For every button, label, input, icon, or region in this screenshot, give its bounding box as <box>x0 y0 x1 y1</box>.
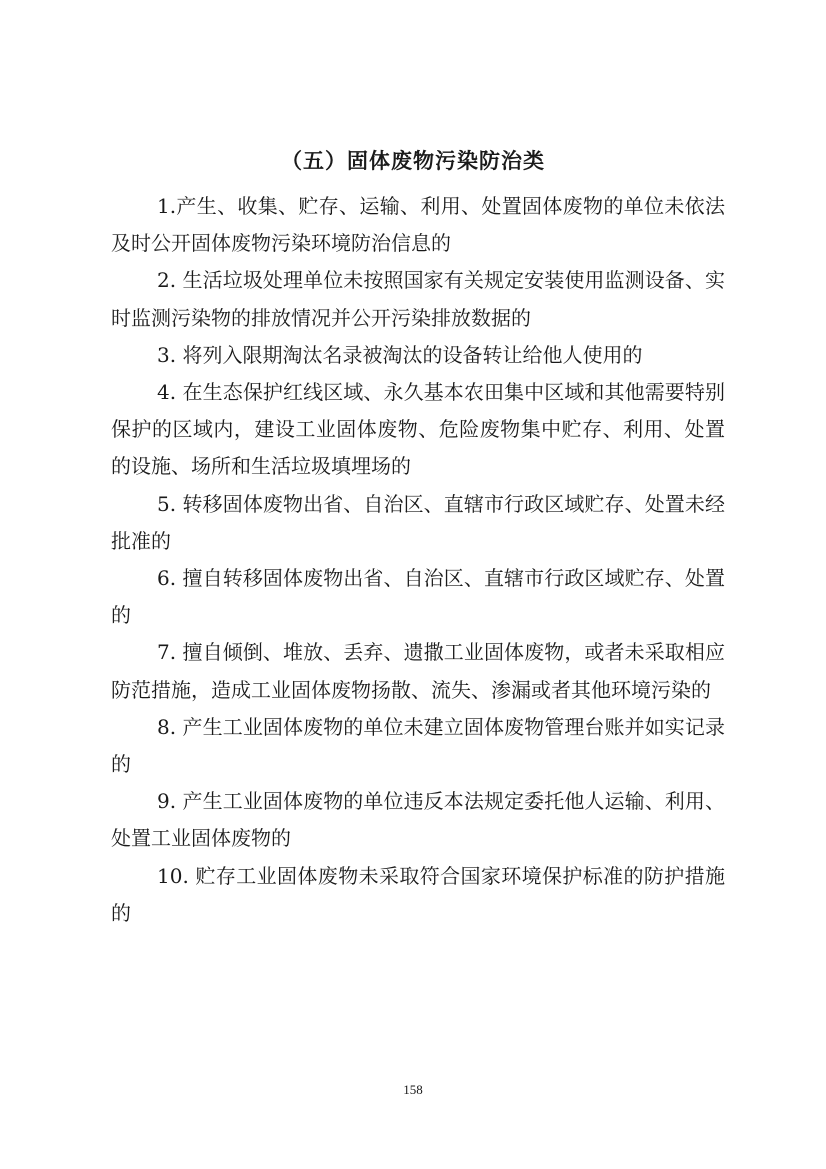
list-item: 10. 贮存工业固体废物未采取符合国家环境保护标准的防护措施的 <box>111 863 725 925</box>
list-item: 8. 产生工业固体废物的单位未建立固体废物管理台账并如实记录的 <box>111 714 725 777</box>
list-item: 1.产生、收集、贮存、运输、利用、处置固体废物的单位未依法及时公开固体废物污染环境防治信息的 <box>111 194 725 256</box>
list-item: 7. 擅自倾倒、堆放、丢弃、遗撒工业固体废物，或者未采取相应防范措施，造成工业固体废物扬散、流失、渗漏或者其他环境污染的 <box>111 640 725 702</box>
list-item: 6. 擅自转移固体废物出省、自治区、直辖市行政区域贮存、处置的 <box>111 566 725 628</box>
list-item: 9. 产生工业固体废物的单位违反本法规定委托他人运输、利用、处置工业固体废物的 <box>111 789 725 851</box>
list-item: 4. 在生态保护红线区域、永久基本农田集中区域和其他需要特别保护的区域内，建设工业固体废物、危险废物集中贮存、利用、处置的设施、场所和生活垃圾填埋场的 <box>111 380 725 479</box>
list-item: 5. 转移固体废物出省、自治区、直辖市行政区域贮存、处置未经批准的 <box>111 491 725 553</box>
item-list <box>111 188 725 932</box>
list-item: 3. 将列入限期淘汰名录被淘汰的设备转让给他人使用的 <box>157 342 643 367</box>
section-title: （五）固体废物污染防治类 <box>281 149 545 173</box>
page-number: 158 <box>403 1082 423 1097</box>
list-item: 2. 生活垃圾处理单位未按照国家有关规定安装使用监测设备、实时监测污染物的排放情况并公开污染排放数据的 <box>111 268 725 330</box>
